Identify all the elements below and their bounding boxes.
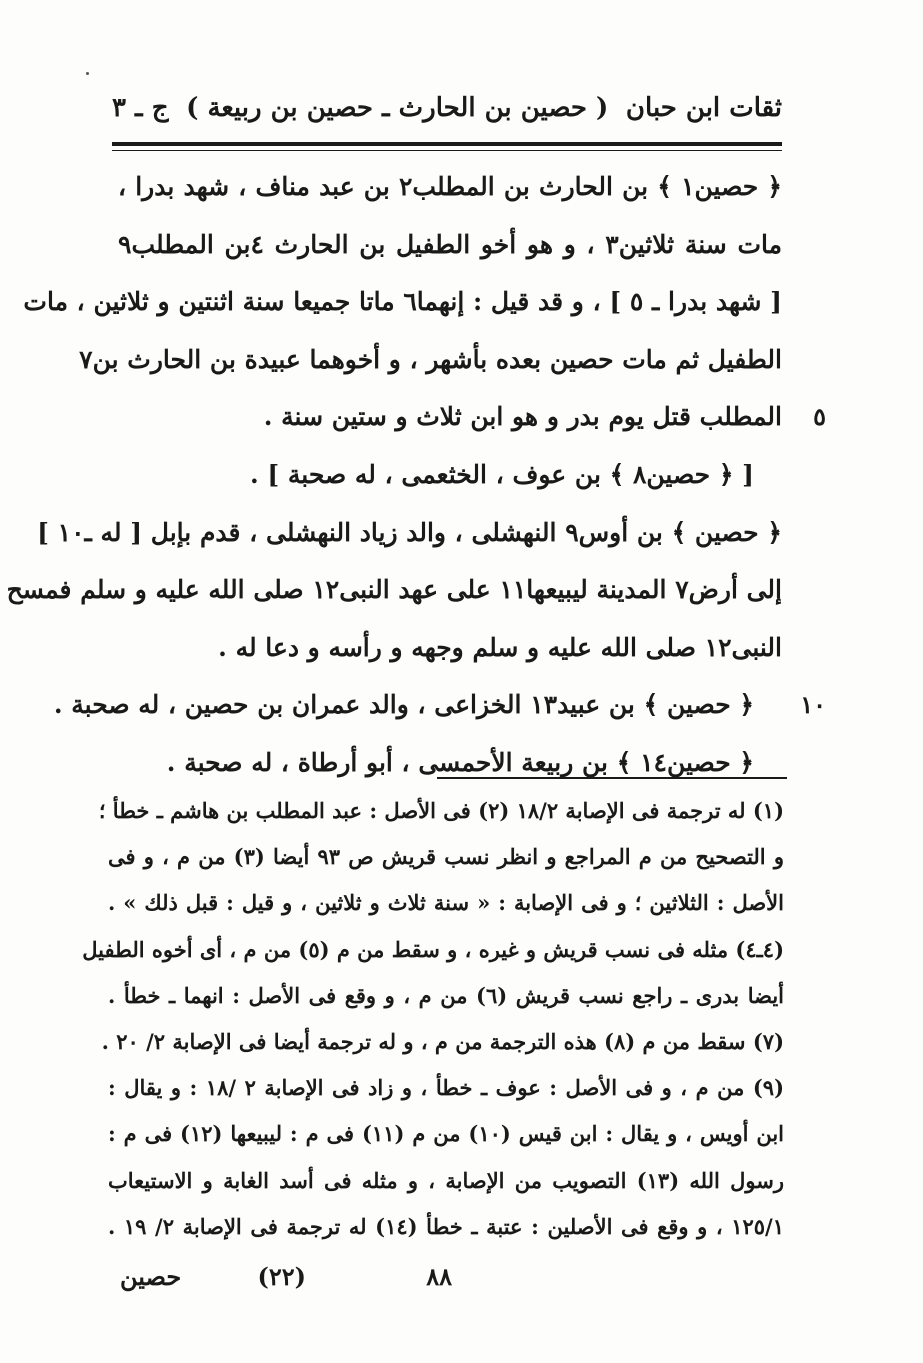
footnote-line: (٧) سقط من م (٨) هذه الترجمة من م ، و له ترجمة أيضا فى الإصابة ٢/ ٢٠ . — [101, 1028, 784, 1054]
header-volume: ج ـ ٣ — [112, 93, 169, 123]
text-line: النبى١٢ صلى الله عليه و سلم وجهه و رأسه و دعا له . — [218, 632, 782, 662]
page-number: ٨٨ — [426, 1262, 452, 1291]
footnote-rule — [437, 777, 787, 779]
footnote-line: الأصل : الثلاثين ؛ و فى الإصابة : « سنة ثلاث و ثلاثين ، و قيل : قبل ذلك » . — [108, 890, 784, 916]
header-entry-range: ( حصين بن الحارث ـ حصين بن ربيعة ) — [186, 93, 609, 123]
text-line: الطفيل ثم مات حصين بعده بأشهر ، و أخوهما عبيدة بن الحارث بن٧ — [79, 344, 782, 374]
text-line: مات سنة ثلاثين٣ ، و هو أخو الطفيل بن الحارث ٤بن المطلب٩ — [118, 229, 783, 259]
footnote-line: ابن أويس ، و يقال : ابن قيس (١٠) من م (١١) فى م : ليبيعها (١٢) فى م : — [108, 1121, 785, 1147]
text-line: ﴿ حصين ﴾ بن أوس٩ النهشلى ، والد زياد النهشلى ، قدم بإبل [ له ـ١٠ ] — [37, 517, 782, 547]
header-book-title: ثقات ابن حبان — [625, 93, 782, 123]
footnote-line: (٩) من م ، و فى الأصل : عوف ـ خطأ ، و زاد فى الإصابة ٢ /١٨ : و يقال : — [108, 1075, 785, 1101]
text-line: إلى أرض٧ المدينة ليبيعها١١ على عهد النبى١٢ صلى الله عليه و سلم فمسح — [6, 575, 782, 605]
line-number-10: ١٠ — [800, 690, 826, 720]
footnotes — [82, 788, 785, 1250]
text-line: [ شهد بدرا ـ ٥ ] ، و قد قيل : إنهما٦ ماتا جميعا سنة اثنتين و ثلاثين ، مات — [23, 287, 782, 317]
page-footer — [120, 1262, 720, 1302]
footnote-line: أيضا بدرى ـ راجع نسب قريش (٦) من م ، و وقع فى الأصل : انهما ـ خطأ . — [108, 982, 784, 1008]
text-line: ﴿ حصين١٤ ﴾ بن ربيعة الأحمسى ، أبو أرطاة ، له صحبة . — [166, 747, 754, 777]
footnote-line: (١) له ترجمة فى الإصابة ١٨/٢ (٢) فى الأصل : عبد المطلب بن هاشم ـ خطأ ؛ — [98, 798, 784, 823]
running-header — [112, 84, 782, 132]
footnote-line: رسول الله (١٣) التصويب من الإصابة ، و مثله فى أسد الغابة و الاستيعاب — [108, 1167, 784, 1193]
line-number-5: ٥ — [813, 402, 826, 432]
footnote-line: ١٢٥/١ ، و وقع فى الأصلين : عتبة ـ خطأ (١٤) له ترجمة فى الإصابة ٢/ ١٩ . — [108, 1213, 784, 1239]
text-line: ﴿ حصين١ ﴾ بن الحارث بن المطلب٢ بن عبد مناف ، شهد بدرا ، — [118, 172, 783, 201]
footnote-line: و التصحيح من م المراجع و انظر نسب قريش ص ٩٣ أيضا (٣) من م ، و فى — [108, 844, 784, 870]
catchword: حصين — [120, 1262, 182, 1291]
footnote-line: (٤ـ٤) مثله فى نسب قريش و غيره ، و سقط من م (٥) من م ، أى أخوه الطفيل — [82, 936, 784, 962]
text-line: ٥ المطلب قتل يوم بدر و هو ابن ثلاث و ستين سنة . — [118, 388, 782, 446]
page-speck — [86, 72, 89, 75]
header-rule-thick — [112, 142, 782, 146]
text-line: [ ﴿ حصين٨ ﴾ بن عوف ، الخثعمى ، له صحبة ] . — [249, 459, 754, 489]
header-rule-thin — [112, 150, 782, 151]
signature-mark: (٢٢) — [257, 1262, 306, 1291]
text-line: ١٠ ﴿ حصين ﴾ بن عبيد١٣ الخزاعى ، والد عمران بن حصين ، له صحبة . — [118, 676, 782, 734]
main-text — [6, 158, 826, 792]
